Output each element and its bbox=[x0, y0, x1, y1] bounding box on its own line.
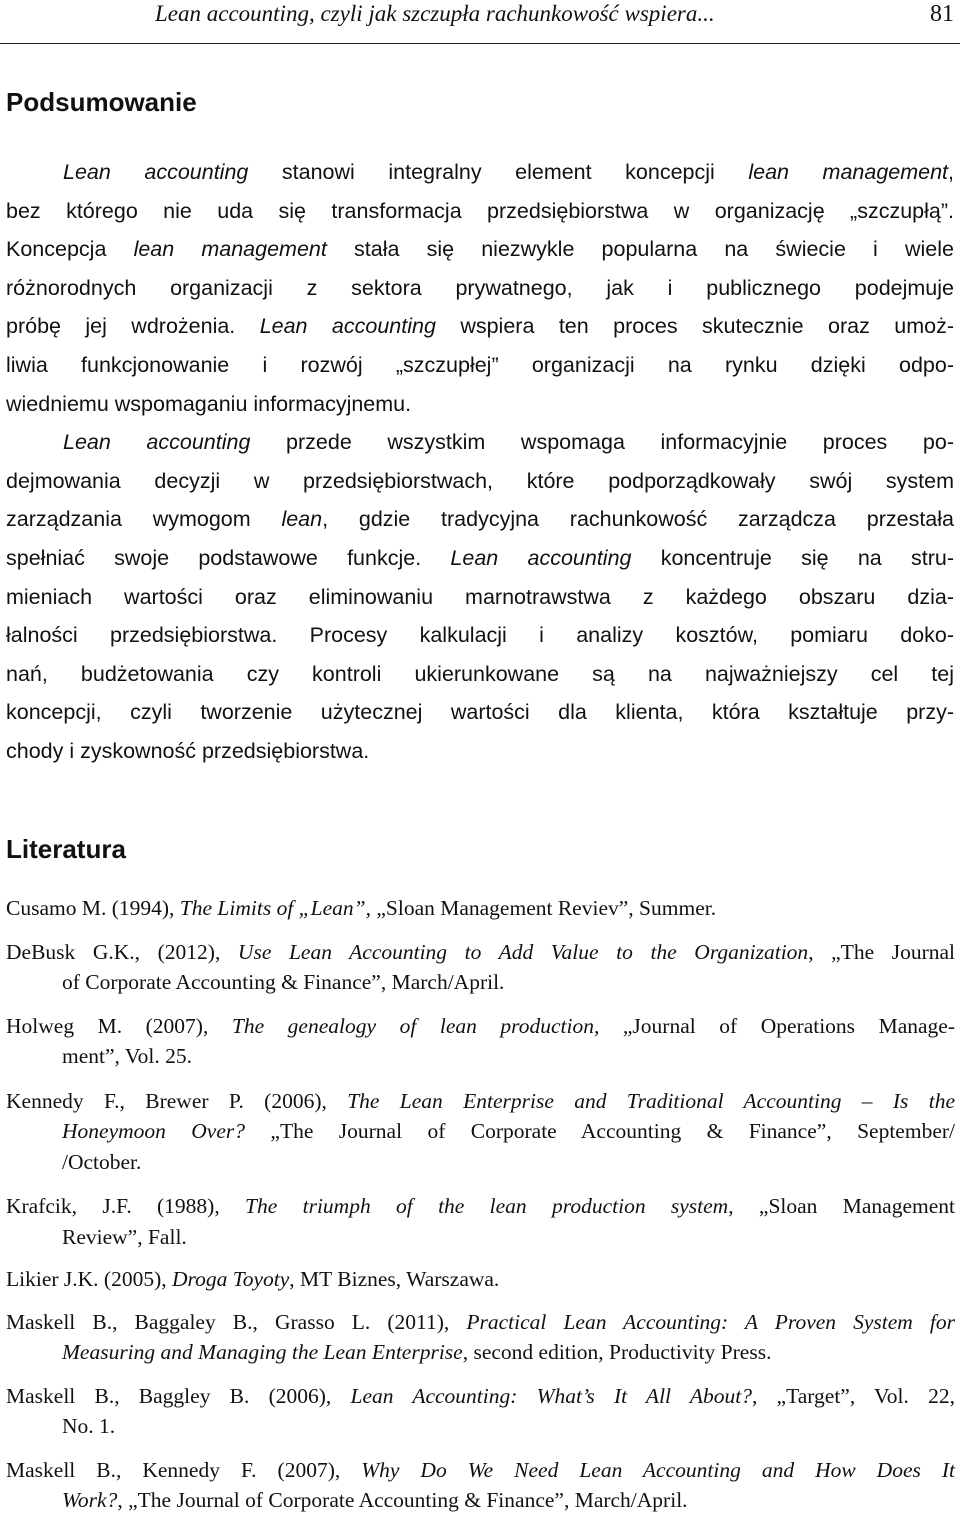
italic-text: The Lean Enterprise and Traditional Accounting – Is the bbox=[347, 1088, 956, 1113]
text-run: Kennedy F., Brewer P. (2006), bbox=[6, 1088, 348, 1113]
reference-line bbox=[6, 1455, 955, 1486]
text-run: Krafcik, J.F. (1988), bbox=[6, 1194, 246, 1218]
text-run: No. 1. bbox=[62, 1414, 116, 1438]
reference-entry bbox=[6, 1307, 955, 1368]
text-run: , MT Biznes, Warszawa. bbox=[289, 1267, 500, 1291]
italic-text: Lean accounting bbox=[450, 545, 632, 570]
italic-text: lean bbox=[281, 507, 323, 532]
italic-text: lean management bbox=[133, 237, 327, 262]
paragraph-line bbox=[6, 732, 954, 771]
text-run: Koncepcja bbox=[6, 237, 134, 262]
text-run: , „The Journal of Corporate Accounting & Finance”, March/April. bbox=[117, 1488, 688, 1512]
text-run: stała się niezwykle popularna na świecie i wiele bbox=[326, 237, 954, 262]
text-run: łalności przedsiębiorstwa. Procesy kalkulacji i analizy kosztów, pomiaru doko- bbox=[6, 623, 954, 648]
italic-text: Work? bbox=[62, 1488, 118, 1512]
reference-line bbox=[6, 1307, 955, 1338]
paragraph-line bbox=[6, 462, 954, 501]
reference-entry bbox=[6, 1455, 955, 1516]
reference-entry bbox=[6, 1264, 955, 1295]
reference-line bbox=[6, 937, 955, 968]
text-run: dejmowania decyzji w przedsiębiorstwach, które podporządkowały swój system bbox=[6, 468, 954, 493]
text-run: chody i zyskowność przedsiębiorstwa. bbox=[6, 738, 370, 763]
italic-text: Use Lean Accounting to Add Value to the Organization bbox=[237, 939, 809, 964]
paragraph-line bbox=[6, 578, 954, 617]
text-run: , „Sloan Management bbox=[728, 1194, 955, 1218]
text-run: nań, budżetowania czy kontroli ukierunkowane są na najważniejszy cel tej bbox=[6, 661, 954, 686]
text-run: , gdzie tradycyjna rachunkowość zarządcza przestała bbox=[322, 507, 954, 532]
reference-line bbox=[6, 967, 955, 998]
paragraph-line bbox=[6, 385, 954, 424]
literature-heading: Literatura bbox=[6, 834, 126, 864]
italic-text: The triumph of the lean production system bbox=[245, 1194, 729, 1218]
reference-list bbox=[6, 893, 955, 1516]
paragraph-line bbox=[6, 693, 954, 732]
text-run: różnorodnych organizacji z sektora prywatnego, jak i publicznego podejmuje bbox=[6, 275, 954, 300]
text-run: bez którego nie uda się transformacja przedsiębiorstwa w organizację „szczupłą”. bbox=[6, 198, 954, 223]
text-run: „Sloan Management Reviev”, Summer. bbox=[370, 896, 717, 920]
reference-line bbox=[6, 1086, 955, 1117]
text-run: Cusamo M. (1994), bbox=[6, 896, 180, 920]
text-run: stanowi integralny element koncepcji bbox=[248, 160, 749, 184]
text-run: przede wszystkim wspomaga informacyjnie proces po- bbox=[250, 430, 954, 455]
text-run: Maskell B., Baggaley B., Grasso L. (2011), bbox=[6, 1309, 467, 1334]
paragraph-line bbox=[6, 616, 954, 655]
reference-line bbox=[6, 1041, 955, 1072]
text-run: ment”, Vol. 25. bbox=[62, 1044, 192, 1068]
paragraph-line bbox=[6, 655, 954, 694]
reference-line bbox=[6, 1411, 955, 1442]
reference-line bbox=[6, 1116, 955, 1147]
reference-entry bbox=[6, 1011, 955, 1072]
text-run: , second edition, Productivity Press. bbox=[462, 1340, 772, 1364]
text-run: , bbox=[948, 160, 955, 184]
italic-text: The Limits of „Lean”, bbox=[179, 896, 371, 920]
text-run: spełniać swoje podstawowe funkcje. bbox=[6, 545, 451, 570]
running-header bbox=[0, 0, 960, 44]
page-number: 81 bbox=[930, 1, 954, 27]
paragraph-line bbox=[6, 153, 954, 192]
italic-text: Lean Accounting: What’s It All About? bbox=[350, 1383, 752, 1408]
italic-text: Honeymoon Over? bbox=[62, 1119, 246, 1143]
paragraph-line bbox=[6, 192, 954, 231]
paragraph-line bbox=[6, 269, 954, 308]
text-run: , „The Journal bbox=[808, 939, 955, 964]
italic-text: Practical Lean Accounting: A Proven System for bbox=[466, 1309, 955, 1334]
text-run: Likier J.K. (2005), bbox=[6, 1267, 172, 1291]
reference-line bbox=[6, 1337, 955, 1368]
italic-text: Measuring and Managing the Lean Enterprise bbox=[62, 1340, 463, 1364]
text-run: próbę jej wdrożenia. bbox=[6, 314, 260, 339]
text-run: koncepcji, czyli tworzenie użytecznej wartości dla klienta, która kształtuje przy- bbox=[6, 700, 954, 725]
paragraph-line bbox=[6, 539, 954, 578]
reference-line bbox=[6, 1222, 955, 1253]
italic-text: Lean accounting bbox=[63, 430, 251, 455]
text-run: Maskell B., Kennedy F. (2007), bbox=[6, 1457, 362, 1482]
italic-text: The genealogy of lean production, bbox=[231, 1013, 600, 1038]
reference-line bbox=[6, 1264, 955, 1295]
text-run: wspiera ten proces skutecznie oraz umoż- bbox=[435, 314, 954, 339]
paragraph-line bbox=[6, 346, 954, 385]
reference-line bbox=[6, 1011, 955, 1042]
italic-text: Droga Toyoty bbox=[172, 1267, 290, 1291]
italic-text: Lean accounting bbox=[259, 314, 436, 339]
reference-line bbox=[6, 1191, 955, 1222]
summary-heading: Podsumowanie bbox=[6, 87, 197, 117]
paragraph-line bbox=[6, 423, 954, 462]
text-run: zarządzania wymogom bbox=[6, 507, 282, 532]
reference-line bbox=[6, 1147, 955, 1178]
reference-entry bbox=[6, 1191, 955, 1252]
text-run: DeBusk G.K., (2012), bbox=[6, 939, 238, 964]
italic-text: lean management bbox=[748, 160, 949, 184]
summary-body bbox=[6, 153, 954, 771]
paragraph-line bbox=[6, 307, 954, 346]
text-run: of Corporate Accounting & Finance”, March/April. bbox=[62, 970, 505, 994]
text-run: liwia funkcjonowanie i rozwój „szczupłej” organizacji na rynku dzięki odpo- bbox=[6, 352, 954, 377]
text-run: koncentruje się na stru- bbox=[631, 545, 954, 570]
reference-line bbox=[6, 1381, 955, 1412]
text-run: , „Target”, Vol. 22, bbox=[751, 1383, 955, 1408]
running-title: Lean accounting, czyli jak szczupła rachunkowość wspiera... bbox=[155, 1, 715, 26]
italic-text: Why Do We Need Lean Accounting and How Does It bbox=[361, 1457, 955, 1482]
reference-entry bbox=[6, 893, 955, 924]
italic-text: Lean accounting bbox=[63, 160, 249, 184]
text-run: Holweg M. (2007), bbox=[6, 1013, 232, 1038]
reference-entry bbox=[6, 937, 955, 998]
paragraph-line bbox=[6, 230, 954, 269]
reference-line bbox=[6, 1485, 955, 1516]
reference-entry bbox=[6, 1086, 955, 1178]
paragraph-line bbox=[6, 500, 954, 539]
text-run: mieniach wartości oraz eliminowaniu marnotrawstwa z każdego obszaru dzia- bbox=[6, 584, 954, 609]
text-run: „The Journal of Corporate Accounting & Finance”, September/ bbox=[245, 1119, 955, 1143]
text-run: wiedniemu wspomaganiu informacyjnemu. bbox=[6, 391, 412, 416]
text-run: Maskell B., Baggley B. (2006), bbox=[6, 1383, 351, 1408]
text-run: /October. bbox=[62, 1149, 142, 1174]
text-run: Review”, Fall. bbox=[62, 1224, 187, 1249]
reference-line bbox=[6, 893, 955, 924]
reference-entry bbox=[6, 1381, 955, 1442]
text-run: „Journal of Operations Manage- bbox=[599, 1013, 955, 1038]
